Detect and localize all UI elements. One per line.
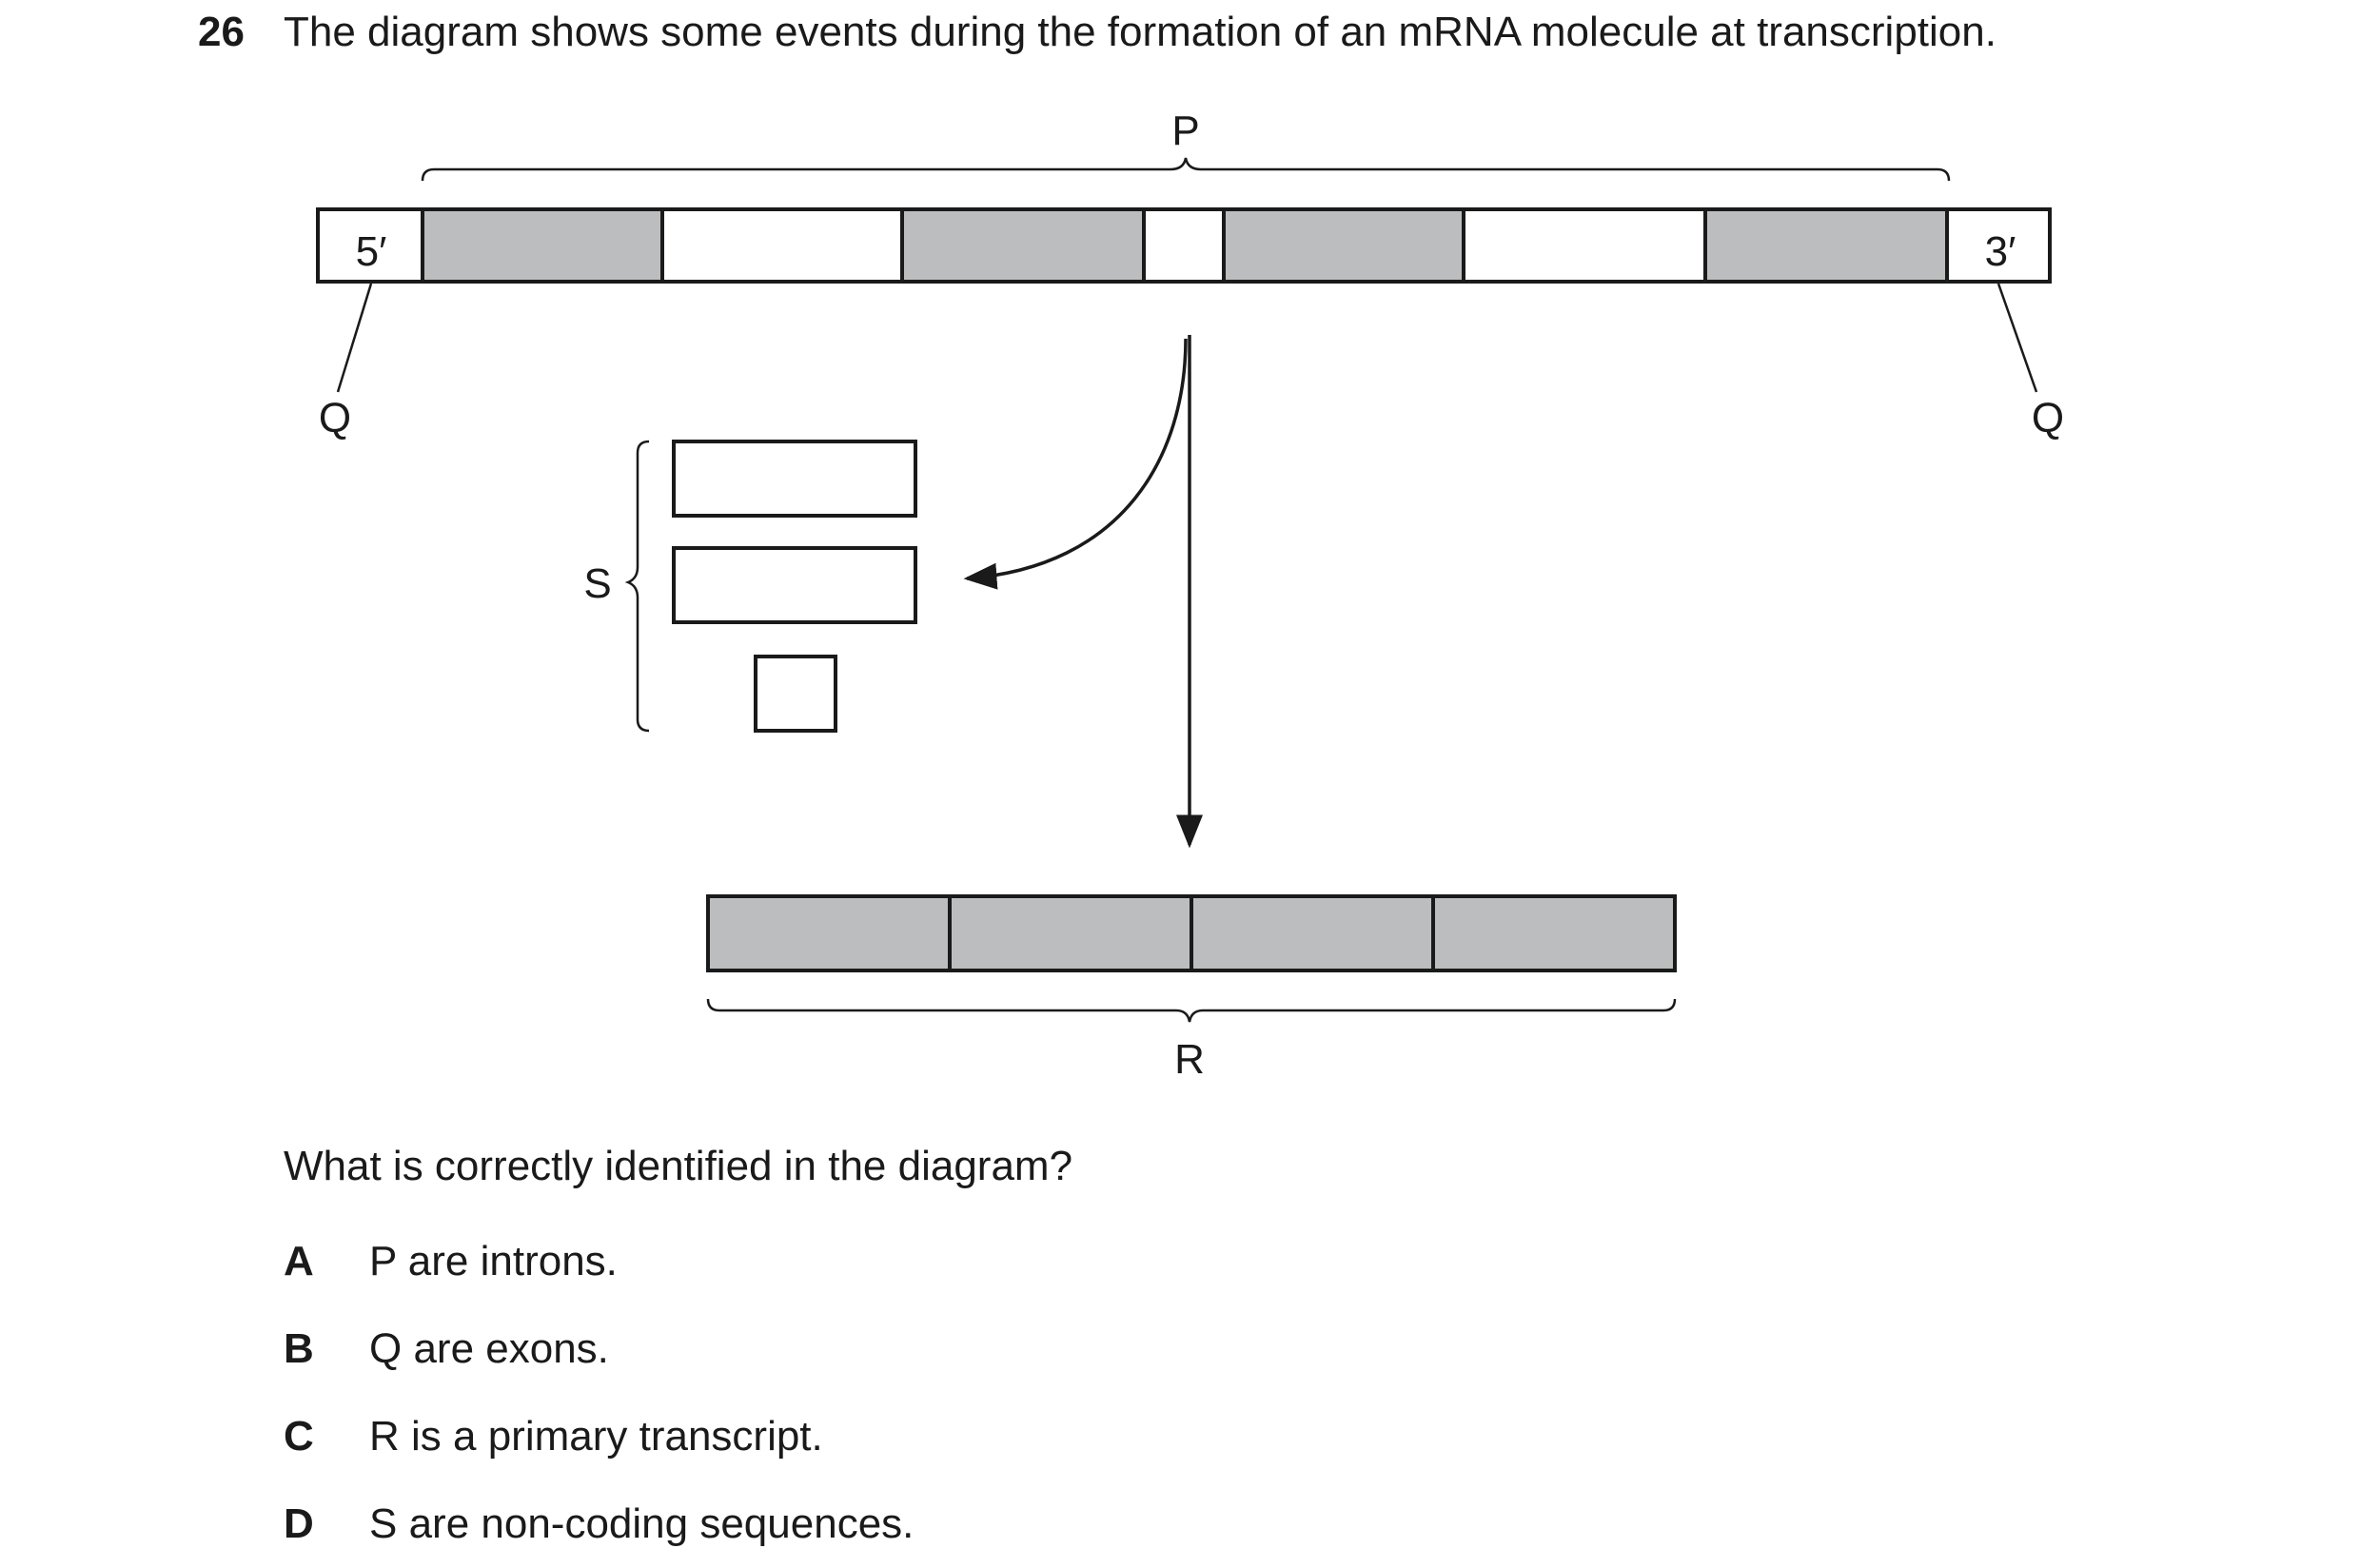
option-a-text: P are introns. xyxy=(369,1238,618,1284)
p-brace xyxy=(423,158,1949,181)
option-d-text: S are non-coding sequences. xyxy=(369,1500,914,1547)
question-text: The diagram shows some events during the formation of an mRNA molecule at transcription. xyxy=(284,9,1996,55)
option-d-letter: D xyxy=(284,1500,314,1547)
mature-exon-4 xyxy=(1433,896,1675,970)
option-c-text: R is a primary transcript. xyxy=(369,1413,823,1460)
option-b-letter: B xyxy=(284,1325,314,1372)
s-brace xyxy=(628,441,649,731)
removed-intron-box-1 xyxy=(674,441,915,516)
question-number: 26 xyxy=(198,9,245,55)
label-q-right: Q xyxy=(2031,395,2065,441)
mature-exon-3 xyxy=(1191,896,1433,970)
mature-mrna-strand xyxy=(708,896,1675,970)
intron-segment-3 xyxy=(1464,209,1705,282)
intron-segment-1 xyxy=(662,209,902,282)
option-b-text: Q are exons. xyxy=(369,1325,609,1372)
intron-segment-2 xyxy=(1144,209,1224,282)
label-r: R xyxy=(1174,1036,1205,1083)
question-prompt: What is correctly identified in the diagram? xyxy=(284,1143,1073,1189)
exon-segment-1 xyxy=(423,209,662,282)
q-right-leader-line xyxy=(1998,284,2036,392)
removed-intron-box-3 xyxy=(756,657,836,731)
label-p: P xyxy=(1171,108,1200,154)
exon-segment-3 xyxy=(1224,209,1464,282)
label-s: S xyxy=(583,560,612,607)
exon-segment-2 xyxy=(902,209,1144,282)
removed-introns xyxy=(674,441,915,731)
option-c-letter: C xyxy=(284,1413,314,1460)
option-c[interactable] xyxy=(284,1408,823,1465)
option-d[interactable] xyxy=(284,1496,914,1553)
label-five-prime: 5′ xyxy=(355,228,387,275)
mature-exon-1 xyxy=(708,896,950,970)
label-three-prime: 3′ xyxy=(1984,228,2016,275)
option-b[interactable] xyxy=(284,1321,609,1378)
q-left-leader-line xyxy=(338,284,371,392)
label-q-left: Q xyxy=(318,395,352,441)
r-brace xyxy=(708,999,1675,1022)
option-a-letter: A xyxy=(284,1238,314,1284)
option-a[interactable] xyxy=(284,1233,618,1290)
mature-exon-2 xyxy=(950,896,1191,970)
exon-segment-4 xyxy=(1705,209,1947,282)
removed-intron-box-2 xyxy=(674,548,915,622)
primary-transcript-strand xyxy=(318,209,2050,282)
excision-arrow-curve xyxy=(967,339,1186,578)
